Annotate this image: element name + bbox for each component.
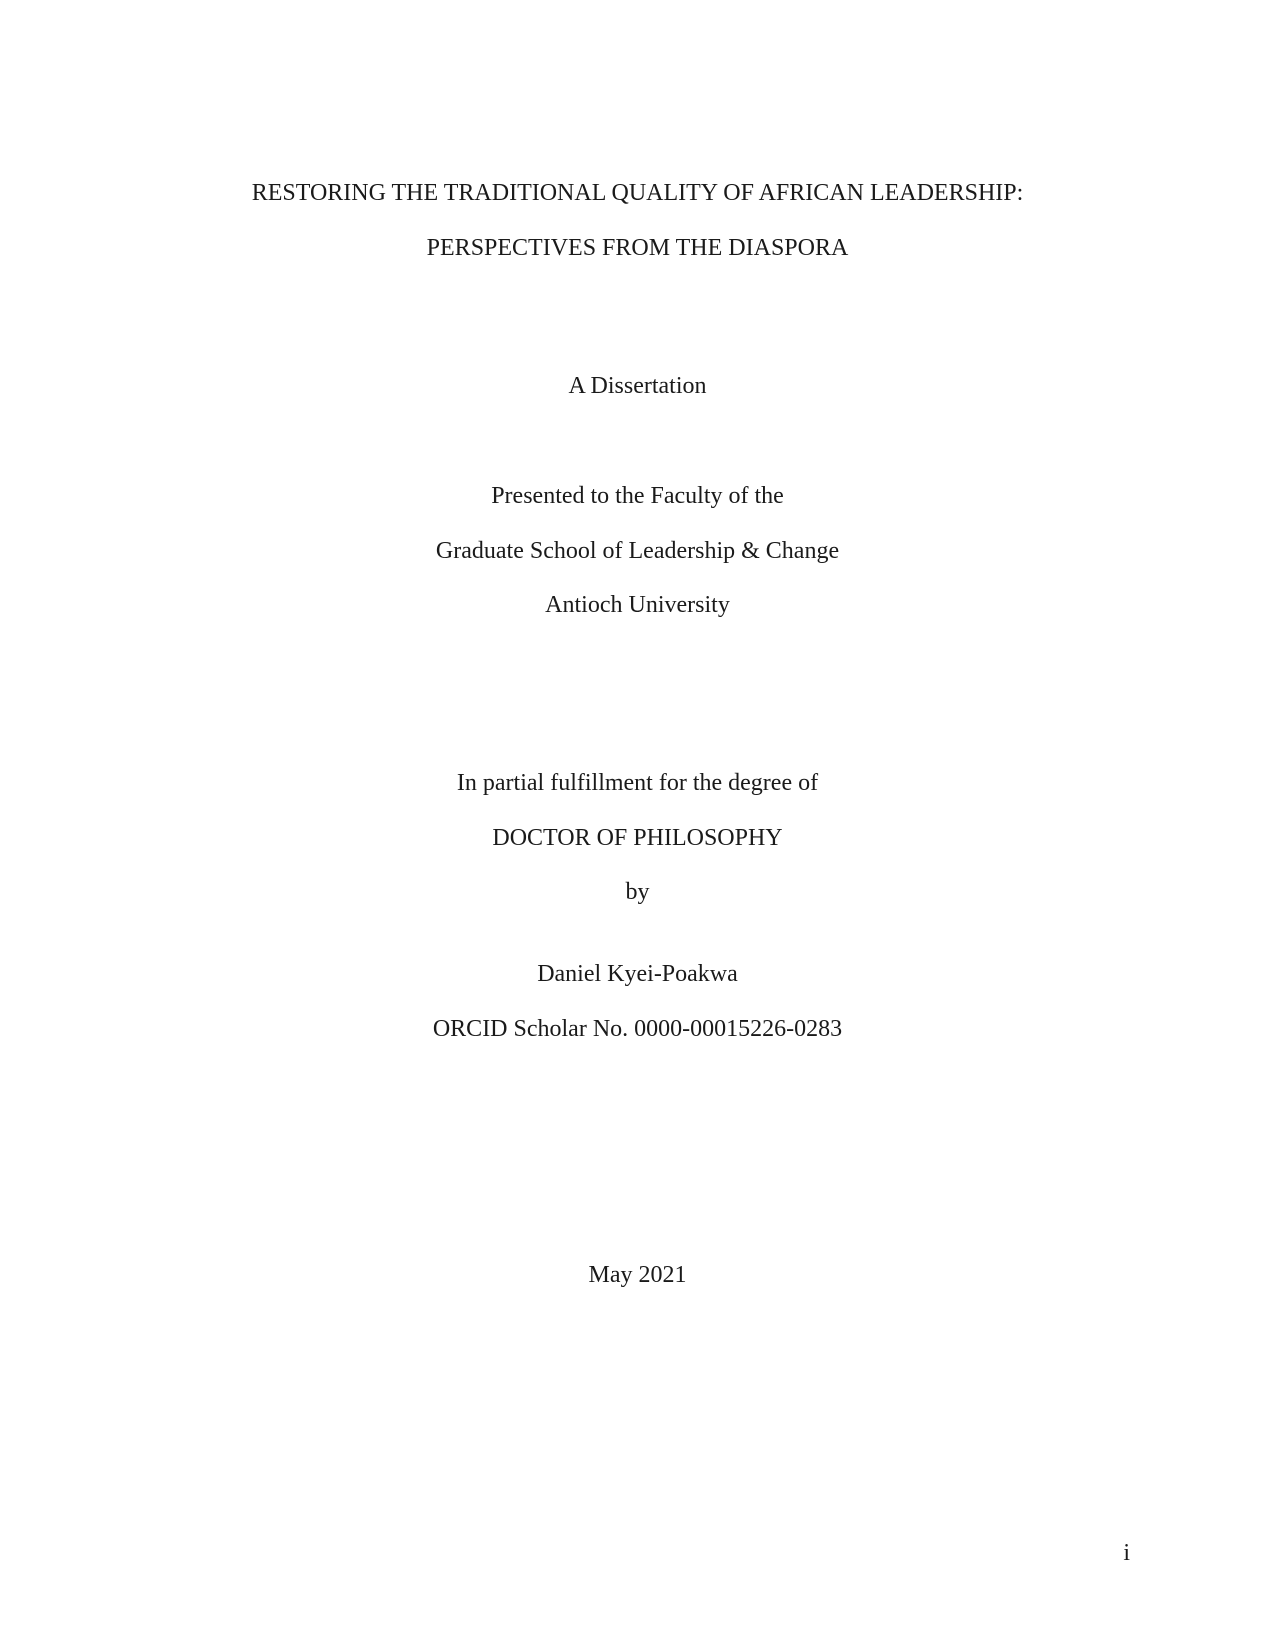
document-type: A Dissertation (568, 373, 707, 399)
title-line-1: RESTORING THE TRADITIONAL QUALITY OF AFRICAN LEADERSHIP: (251, 180, 1024, 206)
university-name: Antioch University (545, 592, 730, 618)
author-name: Daniel Kyei-Poakwa (537, 961, 738, 987)
page-number: i (1123, 1540, 1130, 1566)
orcid-number: ORCID Scholar No. 0000-00015226-0283 (432, 1016, 843, 1042)
school-name: Graduate School of Leadership & Change (435, 538, 840, 564)
presented-to-line: Presented to the Faculty of the (491, 483, 784, 509)
submission-date: May 2021 (588, 1262, 687, 1288)
by-label: by (625, 879, 650, 905)
title-line-2: PERSPECTIVES FROM THE DIASPORA (426, 235, 849, 261)
degree-name: DOCTOR OF PHILOSOPHY (492, 825, 783, 851)
degree-statement: In partial fulfillment for the degree of (456, 770, 819, 796)
